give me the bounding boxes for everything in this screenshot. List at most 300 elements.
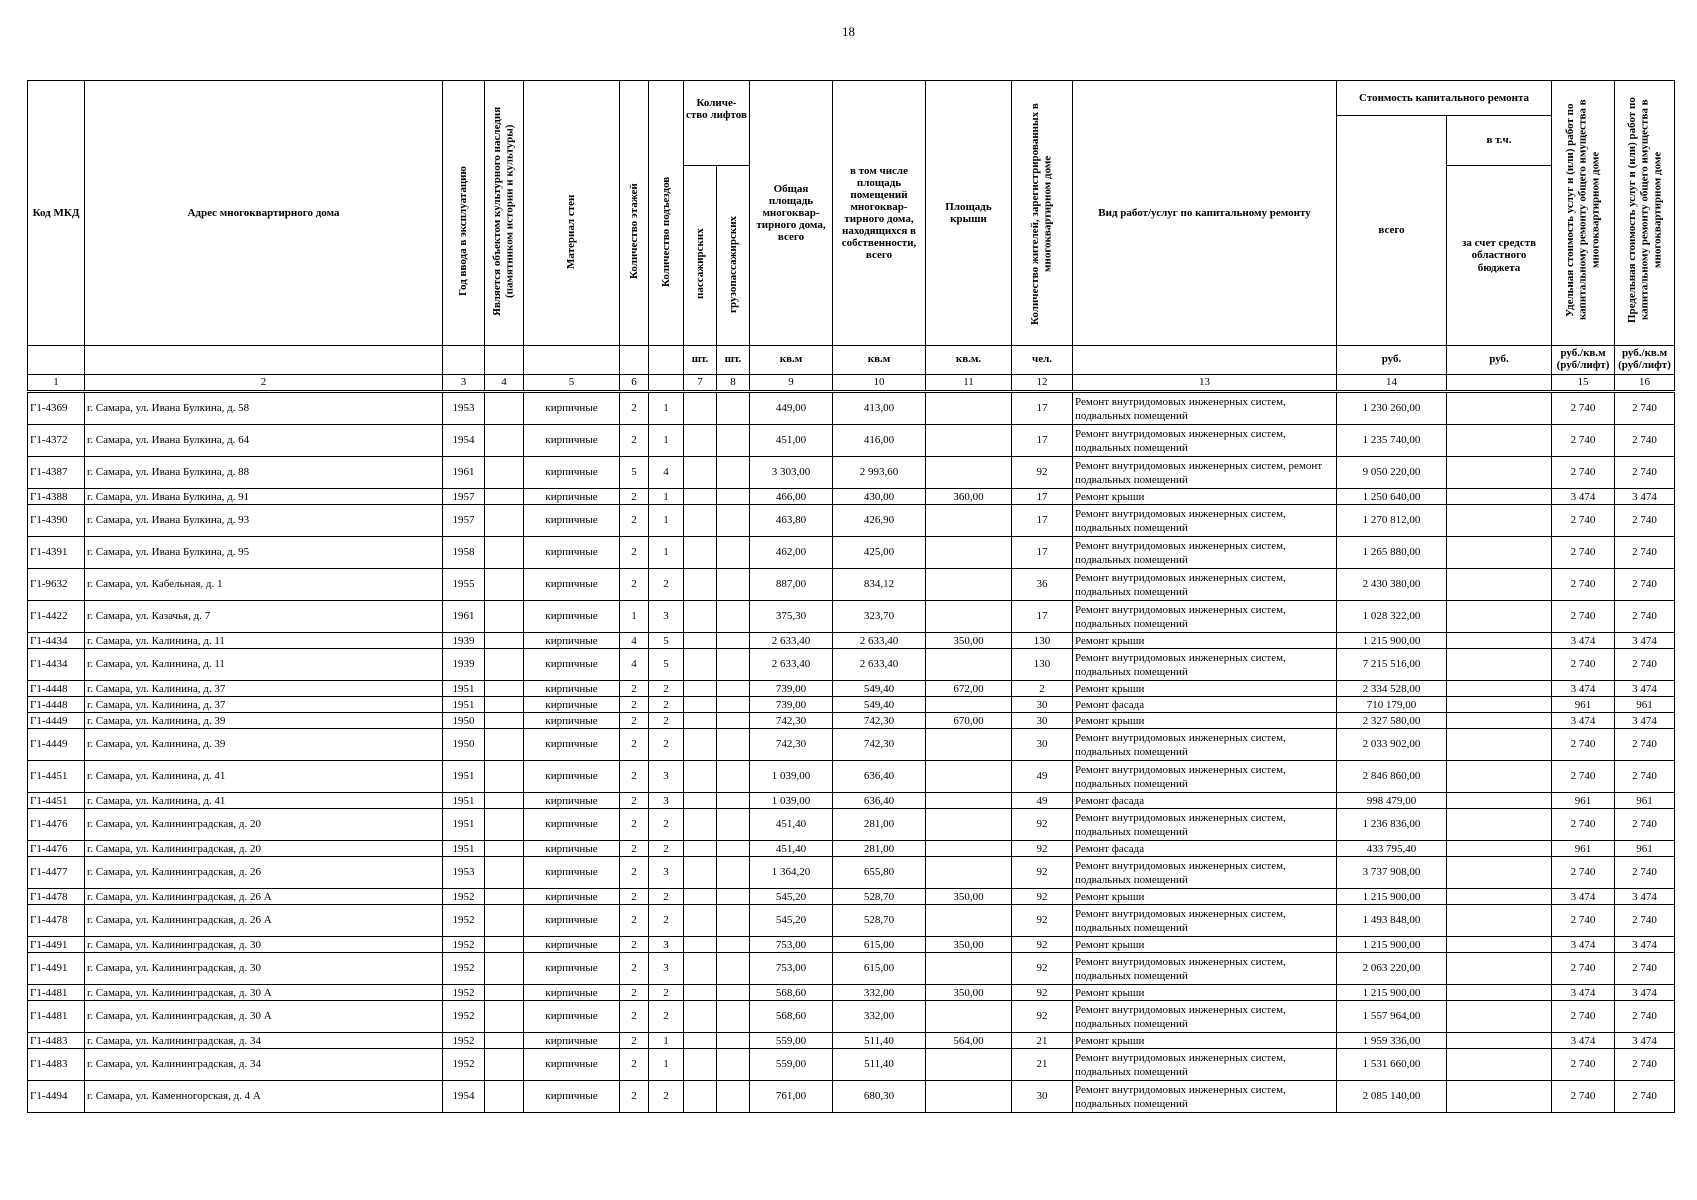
- cell-area-total: 463,80: [750, 505, 833, 537]
- cell-lifts-passenger: [684, 809, 717, 841]
- cell-floors: 2: [620, 857, 649, 889]
- cell-area-owned: 2 633,40: [833, 633, 926, 649]
- cell-work-type: Ремонт внутридомовых инженерных систем, подвальных помещений: [1073, 857, 1337, 889]
- cell-address: г. Самара, ул. Калинина, д. 37: [85, 697, 443, 713]
- table-row: [28, 457, 1675, 489]
- cell-unit-cost: 3 474: [1552, 985, 1615, 1001]
- cell-cost-total: 1 557 964,00: [1337, 1001, 1447, 1033]
- cell-address: г. Самара, ул. Калининградская, д. 26 А: [85, 905, 443, 937]
- cell-heritage: [485, 1049, 524, 1081]
- cell-walls: кирпичные: [524, 953, 620, 985]
- cell-cost-total: 2 846 860,00: [1337, 761, 1447, 793]
- cell-year: 1939: [443, 649, 485, 681]
- table-row: [28, 857, 1675, 889]
- cell-cost-regional: [1447, 905, 1552, 937]
- table-row: [28, 681, 1675, 697]
- cell-address: г. Самара, ул. Ивана Булкина, д. 93: [85, 505, 443, 537]
- cell-limit-cost: 961: [1615, 697, 1675, 713]
- cell-walls: кирпичные: [524, 425, 620, 457]
- table-row: [28, 841, 1675, 857]
- unit-cost-regional: руб.: [1447, 346, 1552, 375]
- table-row: [28, 809, 1675, 841]
- cell-lifts-cargo: [717, 953, 750, 985]
- cell-code: Г1-4387: [28, 457, 85, 489]
- cell-work-type: Ремонт внутридомовых инженерных систем, подвальных помещений: [1073, 953, 1337, 985]
- cell-cost-regional: [1447, 1081, 1552, 1113]
- cell-floors: 4: [620, 649, 649, 681]
- cell-cost-regional: [1447, 889, 1552, 905]
- cell-lifts-cargo: [717, 713, 750, 729]
- cell-heritage: [485, 457, 524, 489]
- cell-roof-area: [926, 649, 1012, 681]
- header-limit-cost: Предельная стоимость услуг и (или) работ по капитальному ремонту общего имущества в многоквартирном доме: [1615, 81, 1675, 346]
- cell-cost-regional: [1447, 953, 1552, 985]
- cell-area-owned: 742,30: [833, 729, 926, 761]
- cell-walls: кирпичные: [524, 601, 620, 633]
- header-cost-total: всего: [1337, 116, 1447, 346]
- cell-lifts-passenger: [684, 649, 717, 681]
- cell-year: 1952: [443, 953, 485, 985]
- cell-cost-total: 1 270 812,00: [1337, 505, 1447, 537]
- cell-area-total: 3 303,00: [750, 457, 833, 489]
- cell-code: Г1-4448: [28, 681, 85, 697]
- cell-lifts-passenger: [684, 537, 717, 569]
- cell-heritage: [485, 489, 524, 505]
- cell-area-owned: 636,40: [833, 793, 926, 809]
- cell-address: г. Самара, ул. Ивана Булкина, д. 95: [85, 537, 443, 569]
- cell-code: Г1-4491: [28, 937, 85, 953]
- header-heritage: Является объектом культурного наследия (памятником истории и культуры): [485, 81, 524, 346]
- cell-limit-cost: 2 740: [1615, 905, 1675, 937]
- cell-floors: 2: [620, 841, 649, 857]
- cell-code: Г1-4483: [28, 1049, 85, 1081]
- cell-roof-area: [926, 697, 1012, 713]
- cell-year: 1951: [443, 793, 485, 809]
- cell-address: г. Самара, ул. Калинина, д. 39: [85, 729, 443, 761]
- cell-lifts-cargo: [717, 425, 750, 457]
- cell-lifts-passenger: [684, 713, 717, 729]
- cell-area-total: 568,60: [750, 985, 833, 1001]
- cell-cost-total: 1 235 740,00: [1337, 425, 1447, 457]
- cell-year: 1961: [443, 601, 485, 633]
- table-row: [28, 489, 1675, 505]
- cell-cost-regional: [1447, 985, 1552, 1001]
- header-work-type: Вид работ/услуг по капитальному ремонту: [1073, 81, 1337, 346]
- cell-year: 1953: [443, 857, 485, 889]
- header-walls: Материал стен: [524, 81, 620, 346]
- cell-lifts-cargo: [717, 985, 750, 1001]
- cell-unit-cost: 2 740: [1552, 1081, 1615, 1113]
- cell-cost-regional: [1447, 601, 1552, 633]
- cell-area-total: 449,00: [750, 392, 833, 425]
- unit-floors: [620, 346, 649, 375]
- cell-code: Г1-4372: [28, 425, 85, 457]
- cell-entrances: 2: [649, 841, 684, 857]
- cell-year: 1951: [443, 697, 485, 713]
- cell-work-type: Ремонт крыши: [1073, 1033, 1337, 1049]
- cell-walls: кирпичные: [524, 729, 620, 761]
- cell-cost-regional: [1447, 392, 1552, 425]
- unit-year: [443, 346, 485, 375]
- cell-floors: 2: [620, 505, 649, 537]
- cell-address: г. Самара, ул. Ивана Булкина, д. 58: [85, 392, 443, 425]
- cell-unit-cost: 961: [1552, 793, 1615, 809]
- cell-unit-cost: 2 740: [1552, 761, 1615, 793]
- cell-cost-total: 1 215 900,00: [1337, 937, 1447, 953]
- cell-unit-cost: 3 474: [1552, 1033, 1615, 1049]
- cell-unit-cost: 2 740: [1552, 905, 1615, 937]
- cell-cost-regional: [1447, 569, 1552, 601]
- cell-limit-cost: 2 740: [1615, 649, 1675, 681]
- cell-lifts-cargo: [717, 537, 750, 569]
- page-number: 18: [842, 24, 855, 39]
- cell-heritage: [485, 569, 524, 601]
- cell-floors: 2: [620, 697, 649, 713]
- cell-area-owned: 655,80: [833, 857, 926, 889]
- cell-floors: 2: [620, 537, 649, 569]
- cell-code: Г1-4477: [28, 857, 85, 889]
- cell-year: 1951: [443, 761, 485, 793]
- cell-area-total: 1 039,00: [750, 761, 833, 793]
- cell-address: г. Самара, ул. Калинина, д. 41: [85, 793, 443, 809]
- cell-roof-area: 350,00: [926, 889, 1012, 905]
- cell-floors: 2: [620, 1049, 649, 1081]
- cell-residents: 92: [1012, 457, 1073, 489]
- column-number: 10: [833, 375, 926, 392]
- table-row: [28, 713, 1675, 729]
- cell-entrances: 2: [649, 1081, 684, 1113]
- cell-year: 1957: [443, 489, 485, 505]
- cell-lifts-cargo: [717, 569, 750, 601]
- cell-area-owned: 281,00: [833, 809, 926, 841]
- cell-residents: 17: [1012, 425, 1073, 457]
- cell-entrances: 5: [649, 649, 684, 681]
- cell-address: г. Самара, ул. Кабельная, д. 1: [85, 569, 443, 601]
- table-body: [28, 392, 1675, 1113]
- cell-residents: 92: [1012, 841, 1073, 857]
- unit-heritage: [485, 346, 524, 375]
- cell-area-total: 451,40: [750, 809, 833, 841]
- unit-roof-area: кв.м.: [926, 346, 1012, 375]
- cell-walls: кирпичные: [524, 537, 620, 569]
- cell-code: Г1-4478: [28, 905, 85, 937]
- cell-work-type: Ремонт крыши: [1073, 489, 1337, 505]
- cell-heritage: [485, 537, 524, 569]
- column-number: 14: [1337, 375, 1447, 392]
- cell-area-owned: 549,40: [833, 697, 926, 713]
- cell-heritage: [485, 649, 524, 681]
- cell-heritage: [485, 425, 524, 457]
- cell-floors: 2: [620, 713, 649, 729]
- cell-work-type: Ремонт внутридомовых инженерных систем, подвальных помещений: [1073, 601, 1337, 633]
- cell-entrances: 2: [649, 985, 684, 1001]
- cell-year: 1950: [443, 713, 485, 729]
- cell-roof-area: [926, 1001, 1012, 1033]
- cell-lifts-cargo: [717, 793, 750, 809]
- cell-cost-total: 2 430 380,00: [1337, 569, 1447, 601]
- unit-unit-cost: руб./кв.м (руб/лифт): [1552, 346, 1615, 375]
- cell-unit-cost: 2 740: [1552, 569, 1615, 601]
- header-cost-regional: за счет средств областного бюджета: [1447, 166, 1552, 346]
- cell-roof-area: 350,00: [926, 633, 1012, 649]
- cell-cost-regional: [1447, 937, 1552, 953]
- cell-cost-regional: [1447, 537, 1552, 569]
- unit-residents: чел.: [1012, 346, 1073, 375]
- cell-lifts-passenger: [684, 489, 717, 505]
- cell-limit-cost: 3 474: [1615, 633, 1675, 649]
- cell-residents: 17: [1012, 537, 1073, 569]
- table-row: [28, 793, 1675, 809]
- cell-residents: 92: [1012, 1001, 1073, 1033]
- unit-area-total: кв.м: [750, 346, 833, 375]
- cell-unit-cost: 2 740: [1552, 1001, 1615, 1033]
- table-row: [28, 761, 1675, 793]
- column-number: 15: [1552, 375, 1615, 392]
- cell-unit-cost: 961: [1552, 841, 1615, 857]
- cell-limit-cost: 2 740: [1615, 1049, 1675, 1081]
- column-number: 1: [28, 375, 85, 392]
- cell-code: Г1-9632: [28, 569, 85, 601]
- column-number: 12: [1012, 375, 1073, 392]
- cell-entrances: 1: [649, 505, 684, 537]
- cell-residents: 49: [1012, 793, 1073, 809]
- cell-floors: 4: [620, 633, 649, 649]
- cell-limit-cost: 3 474: [1615, 937, 1675, 953]
- cell-lifts-passenger: [684, 569, 717, 601]
- cell-address: г. Самара, ул. Калининградская, д. 30 А: [85, 1001, 443, 1033]
- cell-area-owned: 615,00: [833, 953, 926, 985]
- cell-lifts-passenger: [684, 729, 717, 761]
- cell-area-owned: 281,00: [833, 841, 926, 857]
- cell-code: Г1-4369: [28, 392, 85, 425]
- cell-year: 1951: [443, 809, 485, 841]
- cell-work-type: Ремонт фасада: [1073, 841, 1337, 857]
- cell-work-type: Ремонт внутридомовых инженерных систем, подвальных помещений: [1073, 537, 1337, 569]
- cell-walls: кирпичные: [524, 392, 620, 425]
- cell-work-type: Ремонт крыши: [1073, 937, 1337, 953]
- cell-unit-cost: 2 740: [1552, 457, 1615, 489]
- table-row: [28, 633, 1675, 649]
- cell-year: 1957: [443, 505, 485, 537]
- cell-residents: 30: [1012, 729, 1073, 761]
- cell-address: г. Самара, ул. Каменногорская, д. 4 А: [85, 1081, 443, 1113]
- header-roof-area: Площадь крыши: [926, 81, 1012, 346]
- cell-cost-regional: [1447, 729, 1552, 761]
- cell-lifts-cargo: [717, 601, 750, 633]
- cell-roof-area: 564,00: [926, 1033, 1012, 1049]
- cell-lifts-cargo: [717, 841, 750, 857]
- cell-year: 1953: [443, 392, 485, 425]
- cell-work-type: Ремонт внутридомовых инженерных систем, подвальных помещений: [1073, 809, 1337, 841]
- cell-walls: кирпичные: [524, 841, 620, 857]
- cell-roof-area: [926, 809, 1012, 841]
- cell-walls: кирпичные: [524, 1033, 620, 1049]
- cell-roof-area: [926, 457, 1012, 489]
- cell-cost-total: 2 327 580,00: [1337, 713, 1447, 729]
- cell-limit-cost: 3 474: [1615, 489, 1675, 505]
- cell-roof-area: [926, 841, 1012, 857]
- cell-walls: кирпичные: [524, 857, 620, 889]
- cell-entrances: 1: [649, 1049, 684, 1081]
- cell-limit-cost: 961: [1615, 793, 1675, 809]
- cell-roof-area: [926, 601, 1012, 633]
- cell-year: 1939: [443, 633, 485, 649]
- cell-work-type: Ремонт внутридомовых инженерных систем, подвальных помещений: [1073, 905, 1337, 937]
- cell-cost-total: 433 795,40: [1337, 841, 1447, 857]
- cell-entrances: 3: [649, 793, 684, 809]
- cell-limit-cost: 2 740: [1615, 457, 1675, 489]
- cell-roof-area: [926, 793, 1012, 809]
- cell-code: Г1-4483: [28, 1033, 85, 1049]
- cell-walls: кирпичные: [524, 633, 620, 649]
- cell-area-owned: 528,70: [833, 905, 926, 937]
- cell-lifts-cargo: [717, 392, 750, 425]
- cell-limit-cost: 2 740: [1615, 425, 1675, 457]
- cell-limit-cost: 2 740: [1615, 537, 1675, 569]
- cell-code: Г1-4451: [28, 761, 85, 793]
- cell-limit-cost: 2 740: [1615, 809, 1675, 841]
- table-row: [28, 905, 1675, 937]
- cell-heritage: [485, 681, 524, 697]
- cell-lifts-passenger: [684, 889, 717, 905]
- cell-area-owned: 680,30: [833, 1081, 926, 1113]
- cell-area-total: 753,00: [750, 953, 833, 985]
- cell-heritage: [485, 937, 524, 953]
- cell-lifts-cargo: [717, 729, 750, 761]
- cell-unit-cost: 3 474: [1552, 937, 1615, 953]
- table-row: [28, 729, 1675, 761]
- cell-heritage: [485, 1033, 524, 1049]
- cell-work-type: Ремонт крыши: [1073, 681, 1337, 697]
- cell-cost-total: 998 479,00: [1337, 793, 1447, 809]
- cell-address: г. Самара, ул. Калининградская, д. 30: [85, 953, 443, 985]
- table-row: [28, 953, 1675, 985]
- cell-cost-regional: [1447, 457, 1552, 489]
- cell-floors: 2: [620, 1033, 649, 1049]
- cell-floors: 2: [620, 1001, 649, 1033]
- cell-cost-regional: [1447, 633, 1552, 649]
- cell-code: Г1-4390: [28, 505, 85, 537]
- cell-work-type: Ремонт внутридомовых инженерных систем, подвальных помещений: [1073, 761, 1337, 793]
- cell-code: Г1-4434: [28, 649, 85, 681]
- cell-area-total: 545,20: [750, 889, 833, 905]
- cell-address: г. Самара, ул. Калининградская, д. 26 А: [85, 889, 443, 905]
- cell-work-type: Ремонт внутридомовых инженерных систем, подвальных помещений: [1073, 1049, 1337, 1081]
- cell-address: г. Самара, ул. Калининградская, д. 34: [85, 1033, 443, 1049]
- cell-area-total: 568,60: [750, 1001, 833, 1033]
- cell-cost-regional: [1447, 809, 1552, 841]
- cell-lifts-cargo: [717, 649, 750, 681]
- cell-unit-cost: 3 474: [1552, 889, 1615, 905]
- cell-roof-area: [926, 761, 1012, 793]
- cell-residents: 92: [1012, 905, 1073, 937]
- cell-area-total: 739,00: [750, 697, 833, 713]
- table-row: [28, 601, 1675, 633]
- unit-lifts-passenger: шт.: [684, 346, 717, 375]
- cell-unit-cost: 2 740: [1552, 425, 1615, 457]
- cell-cost-total: 3 737 908,00: [1337, 857, 1447, 889]
- column-number: 11: [926, 375, 1012, 392]
- cell-address: г. Самара, ул. Калинина, д. 11: [85, 649, 443, 681]
- cell-code: Г1-4481: [28, 985, 85, 1001]
- cell-unit-cost: 3 474: [1552, 489, 1615, 505]
- table-row: [28, 1033, 1675, 1049]
- table-row: [28, 505, 1675, 537]
- cell-floors: 5: [620, 457, 649, 489]
- cell-limit-cost: 2 740: [1615, 857, 1675, 889]
- cell-year: 1951: [443, 841, 485, 857]
- cell-lifts-passenger: [684, 505, 717, 537]
- cell-unit-cost: 2 740: [1552, 537, 1615, 569]
- cell-entrances: 2: [649, 905, 684, 937]
- cell-year: 1952: [443, 889, 485, 905]
- table-row: [28, 1049, 1675, 1081]
- cell-entrances: 1: [649, 489, 684, 505]
- cell-lifts-cargo: [717, 697, 750, 713]
- cell-area-total: 451,00: [750, 425, 833, 457]
- column-number: 5: [524, 375, 620, 392]
- column-number: 13: [1073, 375, 1337, 392]
- cell-cost-total: 1 215 900,00: [1337, 633, 1447, 649]
- cell-cost-regional: [1447, 713, 1552, 729]
- cell-year: 1952: [443, 1033, 485, 1049]
- cell-lifts-cargo: [717, 761, 750, 793]
- table-row: [28, 1001, 1675, 1033]
- header-cost-incl: в т.ч.: [1447, 116, 1552, 166]
- cell-area-owned: 615,00: [833, 937, 926, 953]
- cell-lifts-cargo: [717, 505, 750, 537]
- cell-cost-total: 1 028 322,00: [1337, 601, 1447, 633]
- cell-lifts-cargo: [717, 681, 750, 697]
- cell-lifts-passenger: [684, 857, 717, 889]
- column-number: 7: [684, 375, 717, 392]
- cell-heritage: [485, 761, 524, 793]
- cell-floors: 2: [620, 761, 649, 793]
- cell-floors: 2: [620, 569, 649, 601]
- table-row: [28, 649, 1675, 681]
- cell-limit-cost: 961: [1615, 841, 1675, 857]
- cell-lifts-passenger: [684, 841, 717, 857]
- cell-walls: кирпичные: [524, 1001, 620, 1033]
- cell-code: Г1-4491: [28, 953, 85, 985]
- cell-entrances: 2: [649, 713, 684, 729]
- cell-unit-cost: 2 740: [1552, 505, 1615, 537]
- cell-entrances: 4: [649, 457, 684, 489]
- cell-floors: 2: [620, 1081, 649, 1113]
- cell-cost-regional: [1447, 1001, 1552, 1033]
- cell-unit-cost: 961: [1552, 697, 1615, 713]
- cell-entrances: 1: [649, 425, 684, 457]
- cell-walls: кирпичные: [524, 761, 620, 793]
- cell-work-type: Ремонт крыши: [1073, 713, 1337, 729]
- cell-heritage: [485, 905, 524, 937]
- cell-floors: 2: [620, 681, 649, 697]
- cell-floors: 1: [620, 601, 649, 633]
- cell-address: г. Самара, ул. Ивана Булкина, д. 91: [85, 489, 443, 505]
- cell-code: Г1-4388: [28, 489, 85, 505]
- cell-area-total: 887,00: [750, 569, 833, 601]
- cell-lifts-passenger: [684, 1049, 717, 1081]
- cell-unit-cost: 3 474: [1552, 713, 1615, 729]
- cell-address: г. Самара, ул. Казачья, д. 7: [85, 601, 443, 633]
- cell-entrances: 2: [649, 569, 684, 601]
- cell-code: Г1-4449: [28, 729, 85, 761]
- column-number: 2: [85, 375, 443, 392]
- cell-residents: 36: [1012, 569, 1073, 601]
- cell-roof-area: [926, 905, 1012, 937]
- cell-area-owned: 834,12: [833, 569, 926, 601]
- cell-walls: кирпичные: [524, 713, 620, 729]
